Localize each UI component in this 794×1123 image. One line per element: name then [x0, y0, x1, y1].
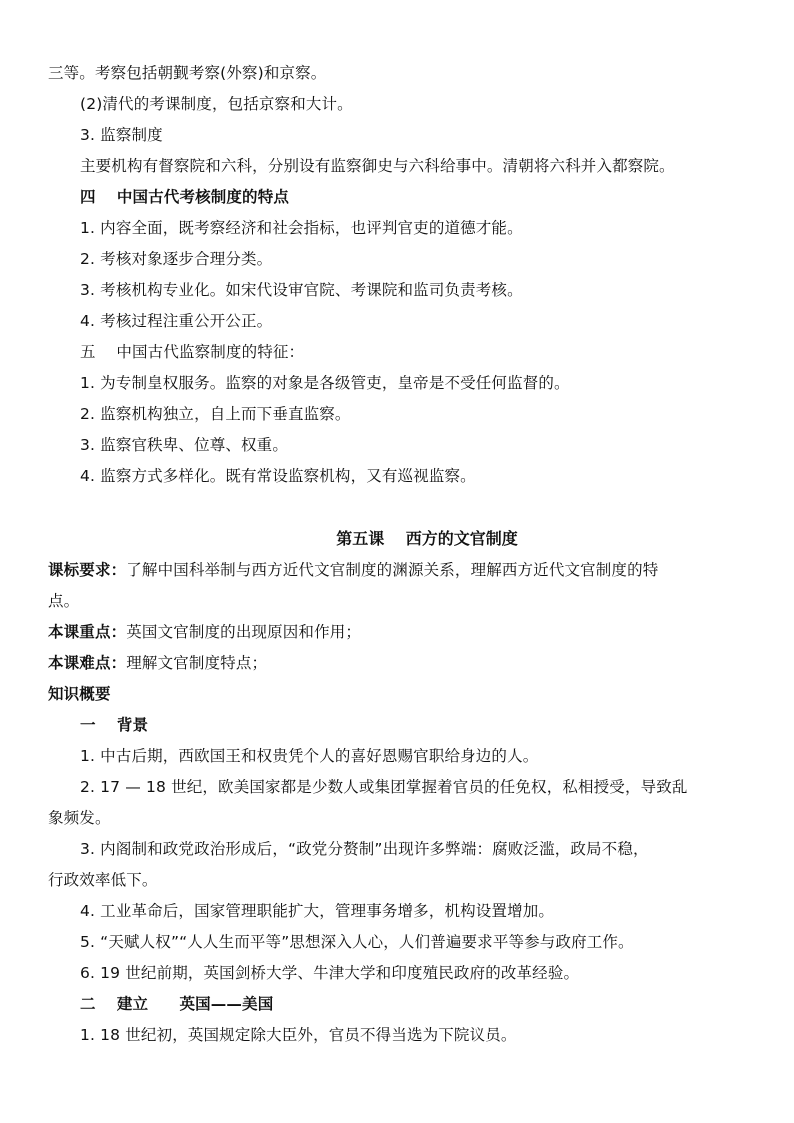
- requirements-text: 了解中国科举制与西方近代文官制度的渊源关系，理解西方近代文官制度的特: [126, 561, 659, 579]
- key-point-label: 本课重点：: [48, 623, 127, 641]
- list-item-kaohe-2: 2. 考核对象逐步合理分类。: [80, 250, 273, 268]
- heading-jiancha-zhidu: 3. 监察制度: [80, 126, 163, 144]
- key-point-text: 英国文官制度的出现原因和作用；: [126, 623, 362, 641]
- list-item-jiancha-2: 2. 监察机构独立，自上而下垂直监察。: [80, 405, 351, 423]
- requirements-line-2: 点。: [48, 592, 80, 610]
- difficulty-text: 理解文官制度特点；: [126, 654, 268, 672]
- difficulty-line: [48, 650, 748, 676]
- key-point-line: [48, 619, 748, 645]
- list-item-jiancha-3: 3. 监察官秩卑、位尊、权重。: [80, 436, 288, 454]
- section-heading-4: 四 中国古代考核制度的特点: [80, 188, 289, 206]
- list-item-kaohe-3: 3. 考核机构专业化。如宋代设审官院、考课院和监司负责考核。: [80, 281, 523, 299]
- background-item-3: 3. 内阁制和政党政治形成后，“政党分赘制”出现许多弊端：腐败泛滥，政局不稳，: [80, 840, 649, 858]
- text-line-qing-kaoke: (2)清代的考课制度，包括京察和大计。: [80, 95, 353, 113]
- list-item-kaohe-4: 4. 考核过程注重公开公正。: [80, 312, 273, 330]
- background-item-3-cont: 行政效率低下。: [48, 871, 158, 889]
- background-item-2: 2. 17 — 18 世纪，欧美国家都是少数人或集团掌握着官员的任免权，私相授受，导致乱: [80, 778, 688, 796]
- overview-heading: 知识概要: [48, 685, 111, 703]
- text-line-jiancha-jigou: 主要机构有督察院和六科，分别设有监察御史与六科给事中。清朝将六科并入都察院。: [80, 157, 675, 175]
- section-heading-5: 五 中国古代监察制度的特征：: [80, 343, 305, 361]
- difficulty-label: 本课难点：: [48, 654, 127, 672]
- background-item-5: 5. “天赋人权”“人人生而平等”思想深入人心，人们普遍要求平等参与政府工作。: [80, 933, 634, 951]
- text-line-continuation: 三等。考察包括朝觐考察(外察)和京察。: [48, 64, 327, 82]
- list-item-jiancha-1: 1. 为专制皇权服务。监察的对象是各级管吏，皇帝是不受任何监督的。: [80, 374, 570, 392]
- lesson-title: 第五课 西方的文官制度: [336, 529, 518, 548]
- list-item-jiancha-4: 4. 监察方式多样化。既有常设监察机构，又有巡视监察。: [80, 467, 476, 485]
- list-item-kaohe-1: 1. 内容全面，既考察经济和社会指标，也评判官吏的道德才能。: [80, 219, 523, 237]
- requirements-line-1: [48, 557, 748, 583]
- section-heading-background: 一 背景: [80, 716, 149, 734]
- section-heading-establishment: 二 建立 英国——美国: [80, 995, 274, 1013]
- establishment-item-1: 1. 18 世纪初，英国规定除大臣外，官员不得当选为下院议员。: [80, 1026, 517, 1044]
- background-item-6: 6. 19 世纪前期，英国剑桥大学、牛津大学和印度殖民政府的改革经验。: [80, 964, 580, 982]
- background-item-2-cont: 象频发。: [48, 809, 111, 827]
- background-item-1: 1. 中古后期，西欧国王和权贵凭个人的喜好恩赐官职给身边的人。: [80, 747, 539, 765]
- requirements-label: 课标要求：: [48, 561, 127, 579]
- background-item-4: 4. 工业革命后，国家管理职能扩大，管理事务增多，机构设置增加。: [80, 902, 555, 920]
